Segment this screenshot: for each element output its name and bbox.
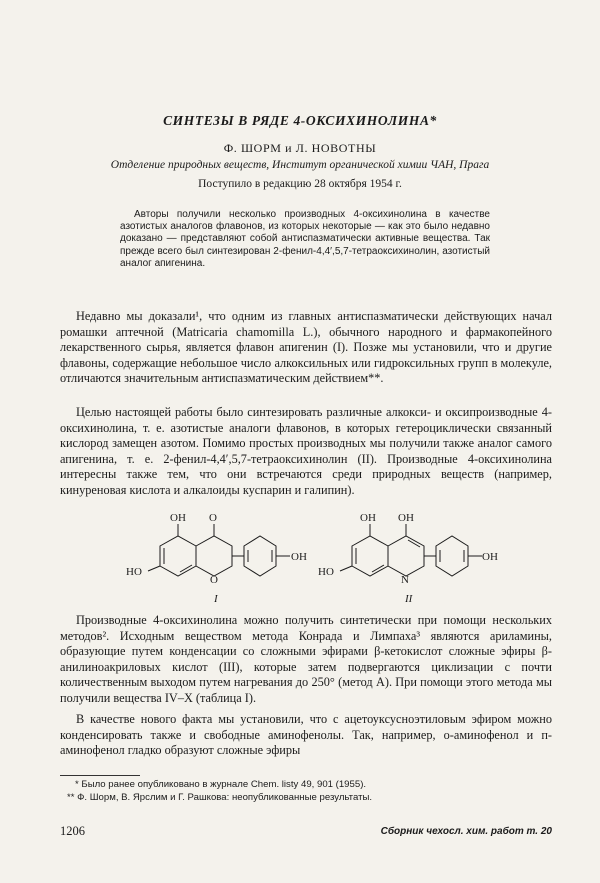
affiliation: Отделение природных веществ, Институт органической химии ЧАН, Прага [110,159,490,171]
benzene-ring-b [352,536,388,576]
label-ho-b: HO [318,566,334,578]
paragraph-2-text: Целью настоящей работы было синтезировать различные алкокси- и оксипроизводные 4-оксихинолина, т. е. азотистые аналоги флавонов, в которых гетероциклически связанный кислород замещен азотом. Помимо простых производных мы получили также аналог самого апигенина, т. е. 2-фенил-4,4′,5,7-тетраоксихинолин (II). Производные 4-оксихинолина интересны также тем, что они встречаются среди природных веществ (например, кинуреновая кислота и алкалоиды куспарин и галипин). [60,405,552,497]
label-ho-a: HO [126,566,142,578]
paragraph-2 [60,405,552,499]
structures-svg [120,508,500,608]
structure-apigenin [126,512,307,605]
phenyl-ring [244,536,276,576]
label-oh-top-b1: OH [360,512,376,524]
paragraph-4-text: В качестве нового факта мы установили, что с ацетоуксусноэтиловым эфиром можно конденсировать также и свободные аминофенолы. Так, например, о-аминофенол и п-аминофенол гладко образуют сложные эфиры [60,712,552,758]
paragraph-1 [60,309,552,387]
label-oh-right-a: OH [291,551,307,563]
journal-name: Сборник чехосл. хим. работ т. 20 [380,826,552,837]
paragraph-1-text: Недавно мы доказали¹, что одним из главных антиспазматически действующих начал ромашки аптечной (Matricaria chamomilla L.), обычного народного и фармакопейного лекарственного сырья, является флавон апигенин (I). Позже мы установили, что и другие флавоны, содержащие небольшое число алкоксильных или гидроксильных групп в молекуле, отличаются значительным антиспазматическим действием**. [60,309,552,386]
label-ring-n: N [401,574,409,586]
structure-number-1: I [214,593,218,605]
structure-tetraoxyquinoline [318,512,498,605]
label-o-top-a: O [209,512,217,524]
label-oh-top-b2: OH [398,512,414,524]
received-date: Поступило в редакцию 28 октября 1954 г. [198,178,402,190]
abstract: Авторы получили несколько производных 4-оксихинолина в качестве азотистых аналогов флавонов, из которых некоторые — как это было недавно доказано — представляют собой антиспазматически активные вещества. Так прежде всего был синтезирован 2-фенил-4,4′,5,7-тетраоксихинолин, азотистый аналог апигенина. [120,209,490,269]
structure-number-2: II [405,593,413,605]
footnote-rule [60,775,140,776]
page-number: 1206 [60,824,85,838]
paragraph-3-text: Производные 4-оксихинолина можно получить синтетически при помощи нескольких методов². Исходным веществом метода Конрада и Лимпаха³ являются ариламины, образующие путем конденсации со сложными эфирами β-кетокислот сложные эфиры β-анилиноакриловых кислот (III), которые затем подвергаются циклизации с почти количественным выходом путем нагревания до 250° (метод А). При помощи этого метода мы получили вещества IV–X (таблица I). [60,613,552,705]
pyrone-ring [196,536,232,576]
phenyl-ring-b [436,536,468,576]
label-oh-top-a: OH [170,512,186,524]
article-title: СИНТЕЗЫ В РЯДЕ 4-ОКСИХИНОЛИНА* [163,113,437,128]
label-ring-o: O [210,574,218,586]
paragraph-4 [60,712,552,759]
benzene-ring-a [160,536,196,576]
label-oh-right-b: OH [482,551,498,563]
paragraph-3 [60,613,552,707]
authors: Ф. ШОРМ и Л. НОВОТНЫ [223,141,377,155]
pyridine-ring [388,536,424,576]
footnote-1: * Было ранее опубликовано в журнале Chem. listy 49, 901 (1955). [75,779,367,790]
chemical-structures [120,508,500,608]
footnote-2: ** Ф. Шорм, В. Ярслим и Г. Рашкова: неопубликованные результаты. [67,792,373,803]
